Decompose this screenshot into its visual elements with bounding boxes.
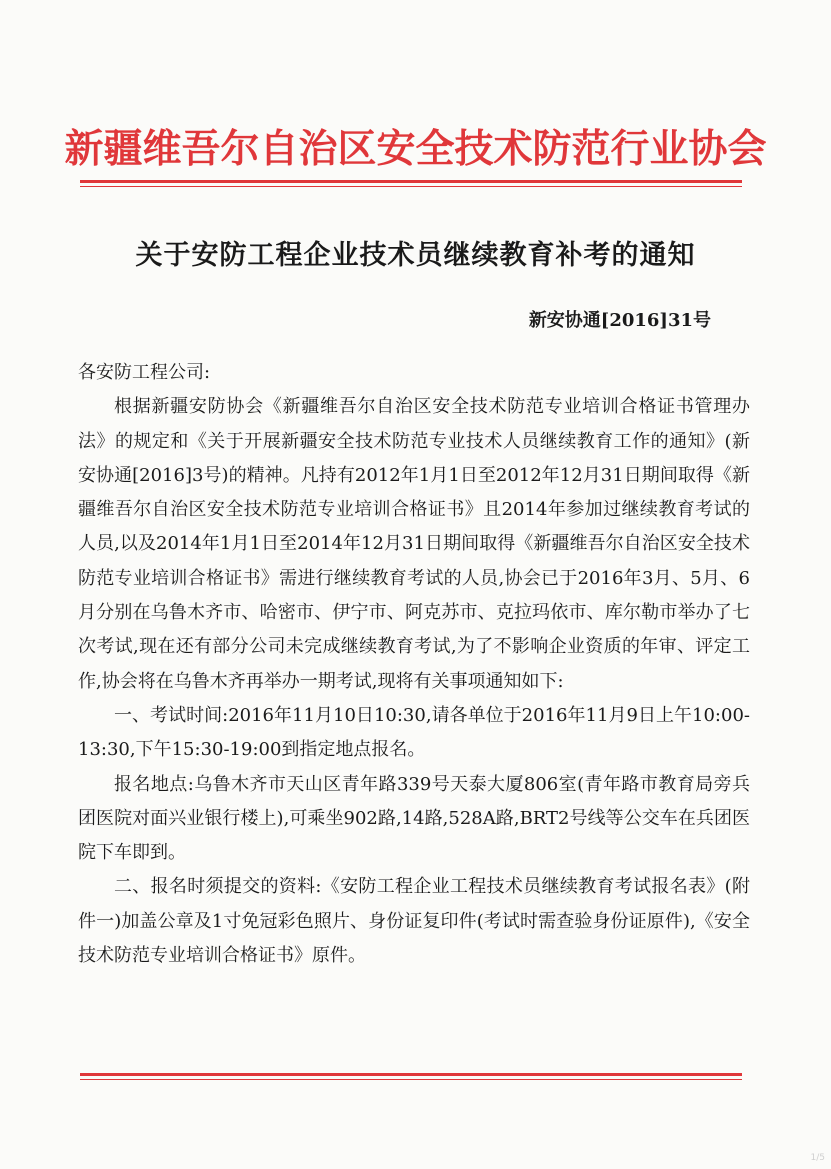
paragraph-intro: 根据新疆安防协会《新疆维吾尔自治区安全技术防范专业培训合格证书管理办法》的规定和《关于开展新疆安全技术防范专业技术人员继续教育工作的通知》(新安协通[2016]3号)的精神。凡持有2012年1月1日至2012年12月31日期间取得《新疆维吾尔自治区安全技术防范专业培训合格证书》且2014年参加过继续教育考试的人员,以及2014年1月1日至2014年12月31日期间取得《新疆维吾尔自治区安全技术防范专业培训合格证书》需进行继续教育考试的人员,协会已于2016年3月、5月、6月分别在乌鲁木齐市、哈密市、伊宁市、阿克苏市、克拉玛依市、库尔勒市举办了七次考试,现在还有部分公司未完成继续教育考试,为了不影响企业资质的年审、评定工作,协会将在乌鲁木齐再举办一期考试,现将有关事项通知如下: bbox=[78, 396, 750, 692]
corner-mark: 1/5 bbox=[810, 1153, 825, 1163]
letterhead-rule-thin bbox=[80, 186, 742, 187]
letterhead-rule-thick bbox=[80, 180, 742, 183]
paragraph-registration-place: 报名地点:乌鲁木齐市天山区青年路339号天泰大厦806室(青年路市教育局旁兵团医院对面兴业银行楼上),可乘坐902路,14路,528A路,BRT2号线等公交车在兵团医院下车即到。 bbox=[78, 773, 750, 864]
notice-title: 关于安防工程企业技术员继续教育补考的通知 bbox=[135, 240, 696, 271]
letterhead-org-name: 新疆维吾尔自治区安全技术防范行业协会 bbox=[64, 126, 767, 172]
paragraph-exam-time: 一、考试时间:2016年11月10日10:30,请各单位于2016年11月9日上午10:00-13:30,下午15:30-19:00到指定地点报名。 bbox=[78, 704, 750, 761]
notice-body bbox=[78, 356, 750, 973]
salutation: 各安防工程公司: bbox=[78, 362, 211, 383]
paragraph-required-materials: 二、报名时须提交的资料:《安防工程企业工程技术员继续教育考试报名表》(附件一)加盖公章及1寸免冠彩色照片、身份证复印件(考试时需查验身份证原件),《安全技术防范专业培训合格证书》原件。 bbox=[78, 876, 750, 967]
doc-number: 新安协通[2016]31号 bbox=[528, 310, 711, 331]
footer-rule-thin bbox=[80, 1079, 742, 1080]
footer-rule-thick bbox=[80, 1073, 742, 1076]
